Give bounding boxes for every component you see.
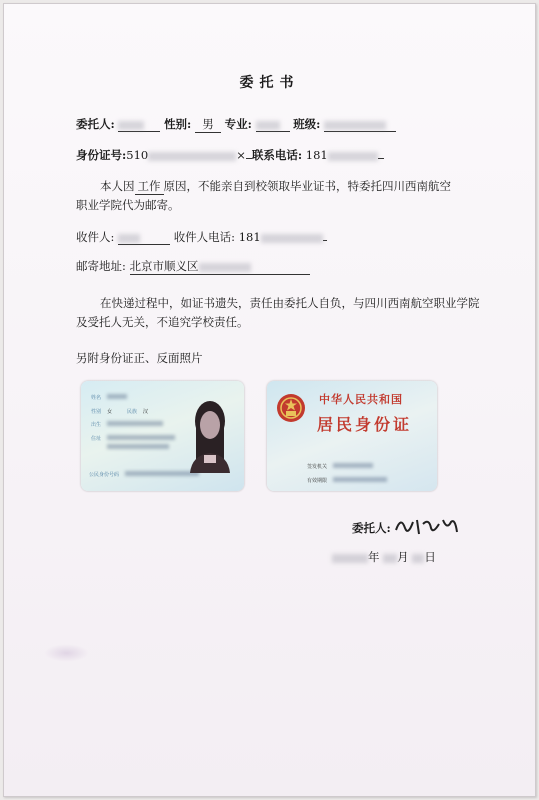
id-card-front xyxy=(81,381,244,491)
para1-line1 xyxy=(100,178,451,195)
address-value: 北京市顺义区 xyxy=(129,259,199,273)
month-redacted xyxy=(383,554,397,563)
recipient-name-redacted xyxy=(118,234,140,243)
para1-reason: 工作 xyxy=(135,178,164,195)
recipient-phone-prefix: 181 xyxy=(238,230,261,244)
id-birth-label: 出生 xyxy=(91,422,102,428)
id-redacted xyxy=(148,152,236,161)
consignor-line xyxy=(76,116,396,133)
id-validity-label: 有效期限 xyxy=(307,478,328,484)
id-number-label: 公民身份号码 xyxy=(89,472,120,478)
id-name-label: 姓名 xyxy=(91,395,102,401)
id-line xyxy=(76,147,384,163)
para2-line2: 及受托人无关，不追究学校责任。 xyxy=(76,315,249,329)
address-redacted xyxy=(199,263,251,272)
document-title: 委托书 xyxy=(239,75,300,91)
address-line xyxy=(76,258,310,275)
para1-text-b: 原因，不能亲自到校领取毕业证书，特委托四川西南航空 xyxy=(163,179,451,193)
recipient-line xyxy=(76,229,327,245)
para1-text-a: 本人因 xyxy=(100,179,135,193)
recipient-label: 收件人: xyxy=(76,230,115,244)
id-photo xyxy=(186,395,234,473)
major-label: 专业: xyxy=(224,117,252,131)
date-day-label: 日 xyxy=(424,550,436,564)
para1-line2: 职业学院代为邮寄。 xyxy=(76,198,180,212)
id-label: 身份证号: xyxy=(76,148,127,162)
date-line xyxy=(332,549,436,565)
recipient-phone-redacted xyxy=(261,234,323,243)
signature-label: 委托人: xyxy=(352,521,391,535)
para2-line1: 在快递过程中，如证书遗失，责任由委托人自负，与四川西南航空职业学院 xyxy=(100,296,480,310)
id-card-back xyxy=(267,381,437,491)
class-redacted xyxy=(324,121,386,130)
id-address-label: 住址 xyxy=(91,436,102,442)
national-emblem-icon xyxy=(276,393,306,423)
phone-redacted xyxy=(328,152,378,161)
major-redacted xyxy=(256,121,280,130)
paper-smudge xyxy=(44,644,89,662)
attachment-note: 另附身份证正、反面照片 xyxy=(76,351,203,365)
id-back-title: 居民身份证 xyxy=(317,415,413,434)
year-redacted xyxy=(332,554,368,563)
phone-prefix: 181 xyxy=(305,148,328,162)
class-label: 班级: xyxy=(293,117,321,131)
date-year-label: 年 xyxy=(368,550,380,564)
date-month-label: 月 xyxy=(397,550,409,564)
document-page xyxy=(3,3,536,797)
id-gender-label: 性别 xyxy=(91,409,102,415)
handwritten-signature xyxy=(393,512,463,538)
day-redacted xyxy=(412,554,424,563)
recipient-phone-label: 收件人电话: xyxy=(173,230,236,244)
id-ethnicity-label: 民族 xyxy=(127,409,138,415)
id-prefix: 510 xyxy=(126,148,149,162)
consignor-label: 委托人: xyxy=(76,117,115,131)
id-ethnicity-value: 汉 xyxy=(143,409,149,415)
id-gender-value: 女 xyxy=(107,409,113,415)
id-back-country: 中华人民共和国 xyxy=(319,393,403,406)
consignor-name-redacted xyxy=(118,121,144,130)
gender-value: 男 xyxy=(195,116,221,133)
id-suffix: × xyxy=(236,148,246,162)
gender-label: 性别: xyxy=(164,117,192,131)
phone-label: 联系电话: xyxy=(251,148,303,162)
id-issuer-label: 签发机关 xyxy=(307,464,328,470)
address-label: 邮寄地址: xyxy=(76,259,126,273)
